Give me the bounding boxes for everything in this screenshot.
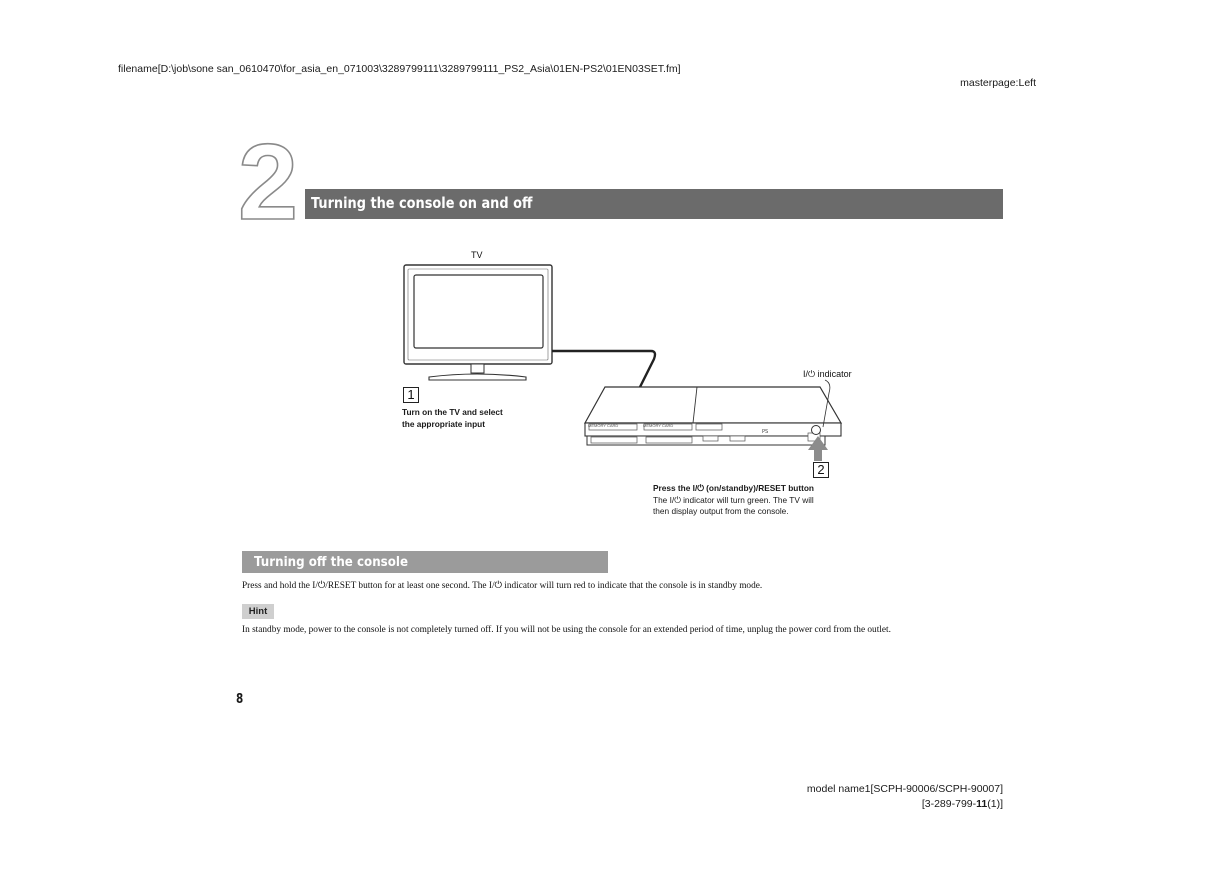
memory-card-label-1: MEMORY CARD xyxy=(588,423,619,428)
svg-text:PS: PS xyxy=(762,429,769,435)
av-cable xyxy=(552,351,655,391)
part-number-bold: 11 xyxy=(976,798,988,810)
step-2-line-2: then display output from the console. xyxy=(653,506,789,516)
page-number: 8 xyxy=(236,692,244,707)
subsection-title-bar xyxy=(242,551,608,573)
hint-paragraph: In standby mode, power to the console is not completely turned off. If you will not be using the console for an extended period of time, unplug the power cord from the outlet. xyxy=(242,625,891,635)
hint-badge: Hint xyxy=(242,604,274,619)
tv-illustration xyxy=(404,265,552,380)
subsection-title: Turning off the console xyxy=(254,554,409,570)
model-name: model name1[SCPH-90006/SCPH-90007] xyxy=(806,783,1003,795)
step-1-text xyxy=(402,407,532,430)
part-number xyxy=(922,798,1003,810)
header-filename: filename[D:\job\sone san_0610470\for_asia_en_071003\3289799111\3289799111_PS2_Asia\01EN-PS2\01EN03SET.fm] xyxy=(118,63,681,75)
section-title-bar xyxy=(305,189,1003,219)
section-title: Turning the console on and off xyxy=(311,194,533,212)
tv-label: TV xyxy=(471,250,483,260)
step-2-number: 2 xyxy=(813,462,829,478)
part-number-prefix: [3-289-799- xyxy=(921,798,977,810)
header-masterpage: masterpage:Left xyxy=(960,77,1036,89)
step-2-heading: Press the I/⏻ (on/standby)/RESET button xyxy=(653,483,814,493)
step-2-text xyxy=(653,483,848,518)
part-number-suffix: (1)] xyxy=(987,798,1003,810)
console-illustration xyxy=(585,387,841,445)
indicator-label: I/⏻ indicator xyxy=(803,369,852,379)
step-1-number: 1 xyxy=(403,387,419,403)
step-1-line-2: the appropriate input xyxy=(402,418,485,429)
connection-diagram xyxy=(395,243,865,468)
step-2-line-1: The I/⏻ indicator will turn green. The TV will xyxy=(653,494,814,505)
memory-card-label-2: MEMORY CARD xyxy=(643,423,674,428)
turn-off-paragraph: Press and hold the I/⏻/RESET button for at least one second. The I/⏻ indicator will turn red to indicate that the console is in standby mode. xyxy=(242,581,763,591)
step-1-line-1: Turn on the TV and select xyxy=(402,407,503,417)
section-number: 2 xyxy=(238,121,297,242)
